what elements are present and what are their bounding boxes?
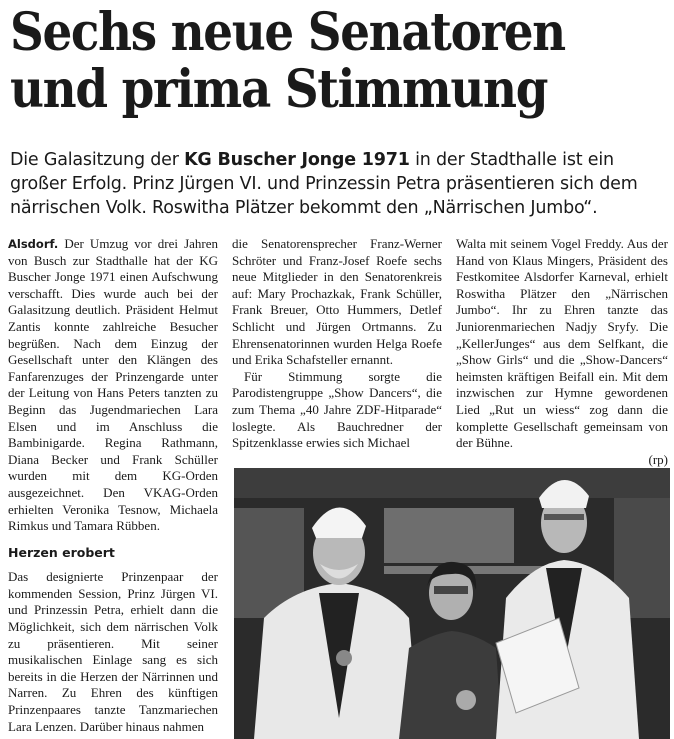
author-credit: (rp) <box>648 451 668 467</box>
headline <box>10 4 604 118</box>
subhead-part-2: in der Stadthalle ist ein großer Erfolg. Prinz Jürgen VI. und Prinzessin Petra präsentieren sich dem närrischen Volk. Roswitha Plätzer bekommt den „Närrischen Jumbo“. <box>10 150 638 218</box>
paragraph-1 <box>8 236 218 535</box>
subhead-part-1: Die Galasitzung der <box>10 150 185 170</box>
paragraph-2: Das designierte Prinzenpaar der kommenden Session, Prinz Jürgen VI. und Prinzessin Petra, erhielt dann die Möglichkeit, sich dem närrischen Volk zu präsentieren. Mit seiner musikalischen Einlage sang es sich bereits in die Herzen der Närrinnen und Narren. Zu Ehren des künftigen Prinzenpaares tanzte Tanzmariechen Lara Lenzen. Darüber hinaus nahmen <box>8 569 218 734</box>
paragraph-3: Für Stimmung sorgte die Parodistengruppe „Show Dancers“, die zum Thema „40 Jahre ZDF-Hitparade“ loslegte. Als Bauchredner der Spitzenklasse erwies sich Michael <box>232 368 442 451</box>
article-column-2 <box>232 236 442 452</box>
paragraph-2-continued: die Senatorensprecher Franz-Werner Schröter und Franz-Josef Roefe sechs neue Mitglieder in den Senatorenkreis auf: Mary Prochazkak, Frank Schüller, Frank Breuer, Otto Hummers, Detlef Schlicht und Jürgen Ortmanns. Zu Ehrensenatorinnen wurden Helga Roefe und Erika Schafsteller ernannt. <box>232 236 442 368</box>
photo-illustration <box>234 468 670 739</box>
headline-line-2: und prima Stimmung <box>10 59 548 120</box>
paragraph-1-text: Der Umzug vor drei Jahren von Busch zur Stadthalle hat der KG Buscher Jonge 1971 einen Aufschwung verschafft. Dies wurde auch bei der Galasitzung deutlich. Präsident Helmut Zantis konnte zahlreiche Besucher begrüßen. Nach dem Einzug der Gesellschaft unter den Klängen des Fanfarenzuges der Prinzengarde unter der Leitung von Hans Peters tanzten zu Beginn das Jugendmariechen Lara Elsen und im Anschluss die Bambinigarde. Regina Rathmann, Diana Becker und Frank Schüller wurden mit dem KG-Orden ausgezeichnet. Den VKAG-Orden erhielten Veronika Tesnow, Michaela Rimkus und Tamara Rübben. <box>8 236 218 534</box>
article-column-3 <box>456 236 668 468</box>
dateline: Alsdorf. <box>8 237 59 251</box>
article-photo <box>234 468 670 739</box>
subheadline <box>10 148 670 220</box>
paragraph-3-continued: Walta mit seinem Vogel Freddy. Aus der Hand von Klaus Mingers, Präsident des Festkomitee Alsdorfer Karneval, erhielt Roswitha Plätzer den „Närrischen Jumbo“. Ihr zu Ehren tanzte das Juniorenmariechen Nadjy Sryfy. Die „KellerJunges“ aus dem Selfkant, die „Show Girls“ und die „Show-Dancers“ heimsten kräftigen Beifall ein. Mit dem inzwischen zur Hymne gewordenen Lied „Rut un wiess“ zog dann die komplette Gesellschaft gemeinsam von der Bühne. <box>456 236 668 451</box>
article-column-1 <box>8 236 218 735</box>
subheading: Herzen erobert <box>8 544 115 560</box>
subhead-organization: KG Buscher Jonge 1971 <box>184 150 410 170</box>
headline-line-1: Sechs neue Senatoren <box>10 2 565 63</box>
